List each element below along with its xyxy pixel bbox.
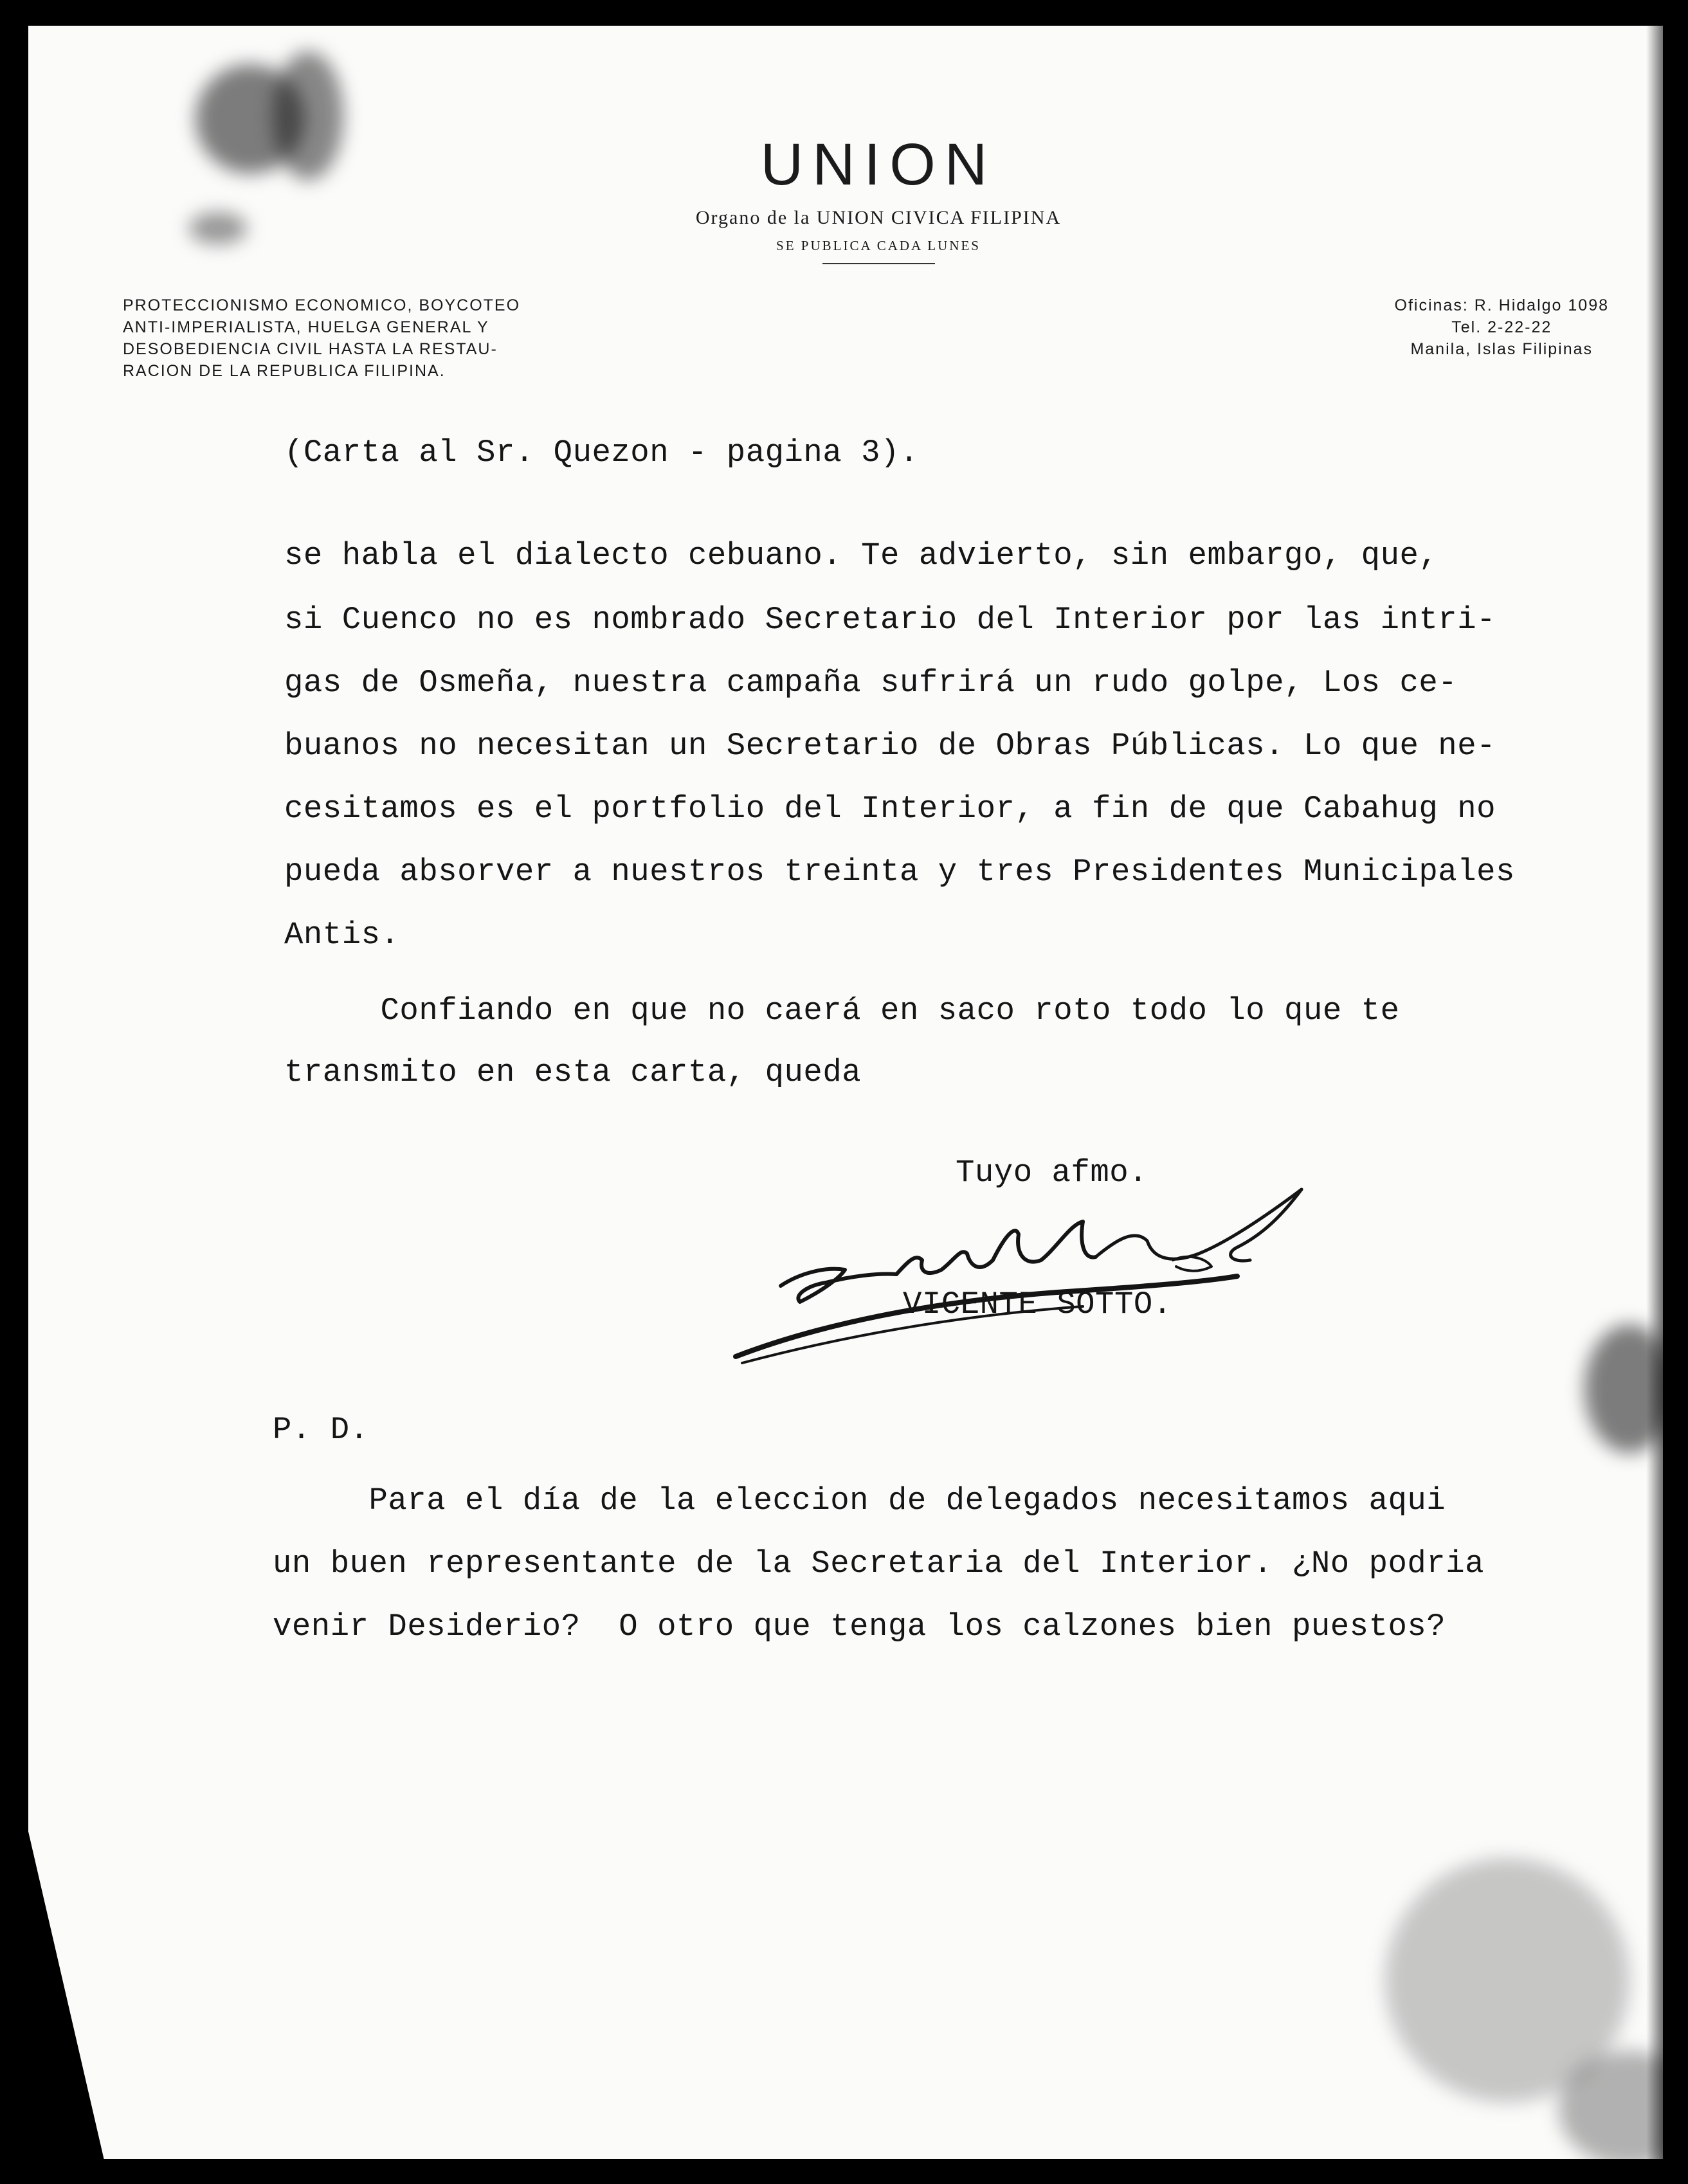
- closing-line: Tuyo afmo.: [956, 1155, 1148, 1191]
- page-header-line: (Carta al Sr. Quezon - pagina 3).: [284, 435, 919, 471]
- body-line: Confiando en que no caerá en saco roto todo lo que te: [284, 993, 1400, 1029]
- letterhead-masthead: [28, 132, 1663, 264]
- motto-line: ANTI-IMPERIALISTA, HUELGA GENERAL Y: [123, 318, 489, 336]
- handwritten-signature: [723, 1164, 1366, 1376]
- letter-page: [28, 26, 1663, 2159]
- page-edge-shadow: [1646, 26, 1663, 2159]
- body-line: pueda absorver a nuestros treinta y tres Presidentes Municipales: [284, 854, 1515, 890]
- postscript-line: venir Desiderio? O otro que tenga los calzones bien puestos?: [273, 1609, 1446, 1645]
- postscript-line: un buen representante de la Secretaria del Interior. ¿No podria: [273, 1546, 1485, 1582]
- body-line: transmito en esta carta, queda: [284, 1054, 862, 1090]
- newspaper-title: UNION: [760, 132, 997, 197]
- torn-corner: [28, 1826, 104, 2159]
- body-line: buanos no necesitan un Secretario de Obras Públicas. Lo que ne-: [284, 728, 1496, 764]
- body-line: cesitamos es el portfolio del Interior, a fin de que Cabahug no: [284, 791, 1496, 827]
- motto-line: RACION DE LA REPUBLICA FILIPINA.: [123, 362, 446, 380]
- masthead-divider: [822, 263, 935, 264]
- letterhead-motto: [123, 294, 586, 382]
- postscript-line: Para el día de la eleccion de delegados necesitamos aqui: [273, 1483, 1446, 1519]
- office-address: Oficinas: R. Hidalgo 1098: [1394, 296, 1609, 314]
- publication-frequency: SE PUBLICA CADA LUNES: [776, 238, 981, 253]
- motto-line: DESOBEDIENCIA CIVIL HASTA LA RESTAU-: [123, 340, 498, 358]
- postscript-label: P. D.: [273, 1412, 369, 1448]
- body-line: gas de Osmeña, nuestra campaña sufrirá un rudo golpe, Los ce-: [284, 665, 1458, 701]
- office-city: Manila, Islas Filipinas: [1410, 340, 1593, 358]
- office-phone: Tel. 2-22-22: [1451, 318, 1552, 336]
- body-line: se habla el dialecto cebuano. Te advierto, sin embargo, que,: [284, 537, 1438, 573]
- motto-line: PROTECCIONISMO ECONOMICO, BOYCOTEO: [123, 296, 521, 314]
- newspaper-subtitle: Organo de la UNION CIVICA FILIPINA: [695, 207, 1062, 228]
- signatory-name: VICENTE SOTTO.: [903, 1286, 1172, 1322]
- letterhead-offices: [1395, 294, 1609, 360]
- body-line: si Cuenco no es nombrado Secretario del Interior por las intri-: [284, 602, 1496, 638]
- body-line: Antis.: [284, 917, 400, 953]
